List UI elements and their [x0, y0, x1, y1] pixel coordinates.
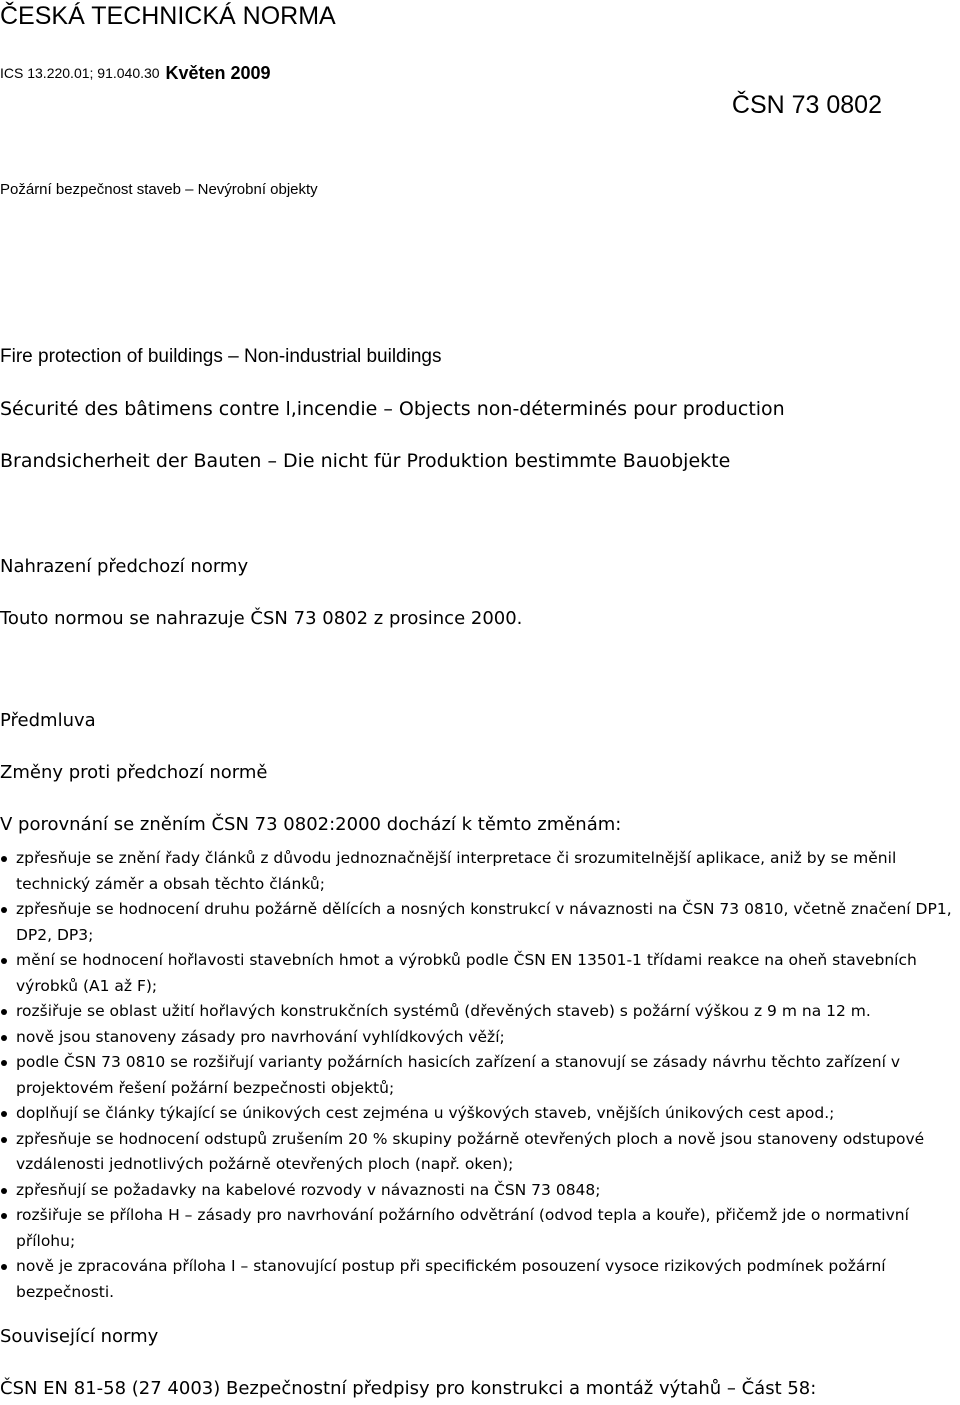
list-item: mění se hodnocení hořlavosti stavebních hmot a výrobků podle ČSN EN 13501-1 třídami reakce na oheň stavebních výrobků (A1 až F);: [0, 948, 960, 999]
list-item: nově jsou stanoveny zásady pro navrhování vyhlídkových věží;: [0, 1025, 960, 1051]
list-item: zpřesňuje se hodnocení odstupů zrušením 20 % skupiny požárně otevřených ploch a nově jsou stanoveny odstupové vzdálenosti jednotlivých požárně otevřených ploch (např. oken);: [0, 1127, 960, 1178]
related-norms-heading: Související normy: [0, 1326, 159, 1347]
norm-number: ČSN 73 0802: [731, 91, 882, 119]
changes-intro: V porovnání se zněním ČSN 73 0802:2000 dochází k těmto změnám:: [0, 814, 622, 835]
list-item: rozšiřuje se oblast užití hořlavých konstrukčních systémů (dřevěných staveb) s požární výškou z 9 m na 12 m.: [0, 999, 960, 1025]
list-item: zpřesňuje se hodnocení druhu požárně dělících a nosných konstrukcí v návaznosti na ČSN 73 0810, včetně značení DP1, DP2, DP3;: [0, 897, 960, 948]
changes-list: [0, 846, 960, 1305]
ics-line: [0, 62, 271, 83]
issue-date: Květen 2009: [165, 63, 271, 83]
related-norm-item: ČSN EN 81-58 (27 4003) Bezpečnostní předpisy pro konstrukci a montáž výtahů – Část 58:: [0, 1378, 817, 1399]
list-item: zpřesňují se požadavky na kabelové rozvody v návaznosti na ČSN 73 0848;: [0, 1178, 960, 1204]
title-french: Sécurité des bâtimens contre l,incendie – Objects non-déterminés pour production: [0, 398, 785, 420]
title-german: Brandsicherheit der Bauten – Die nicht für Produktion bestimmte Bauobjekte: [0, 450, 731, 472]
list-item: nově je zpracována příloha I – stanovující postup při specifickém posouzení vysoce rizikových podmínek požární bezpečnosti.: [0, 1254, 960, 1305]
changes-heading: Změny proti předchozí normě: [0, 762, 268, 783]
list-item: rozšiřuje se příloha H – zásady pro navrhování požárního odvětrání (odvod tepla a kouře), přičemž jde o normativní přílohu;: [0, 1203, 960, 1254]
ics-code: ICS 13.220.01; 91.040.30: [0, 65, 160, 81]
title-czech: Požární bezpečnost staveb – Nevýrobní objekty: [0, 181, 318, 198]
title-english: Fire protection of buildings – Non-industrial buildings: [0, 346, 442, 367]
replacement-heading: Nahrazení předchozí normy: [0, 556, 249, 577]
preface-heading: Předmluva: [0, 710, 96, 731]
list-item: podle ČSN 73 0810 se rozšiřují varianty požárních hasicích zařízení a stanovují se zásady návrhu těchto zařízení v projektovém řešení požární bezpečnosti objektů;: [0, 1050, 960, 1101]
replacement-text: Touto normou se nahrazuje ČSN 73 0802 z prosince 2000.: [0, 608, 523, 629]
list-item: zpřesňuje se znění řady článků z důvodu jednoznačnější interpretace či srozumitelnější aplikace, aniž by se měnil technický záměr a obsah těchto článků;: [0, 846, 960, 897]
document-title: ČESKÁ TECHNICKÁ NORMA: [0, 2, 336, 30]
list-item: doplňují se články týkající se únikových cest zejména u výškových staveb, vnějších únikových cest apod.;: [0, 1101, 960, 1127]
